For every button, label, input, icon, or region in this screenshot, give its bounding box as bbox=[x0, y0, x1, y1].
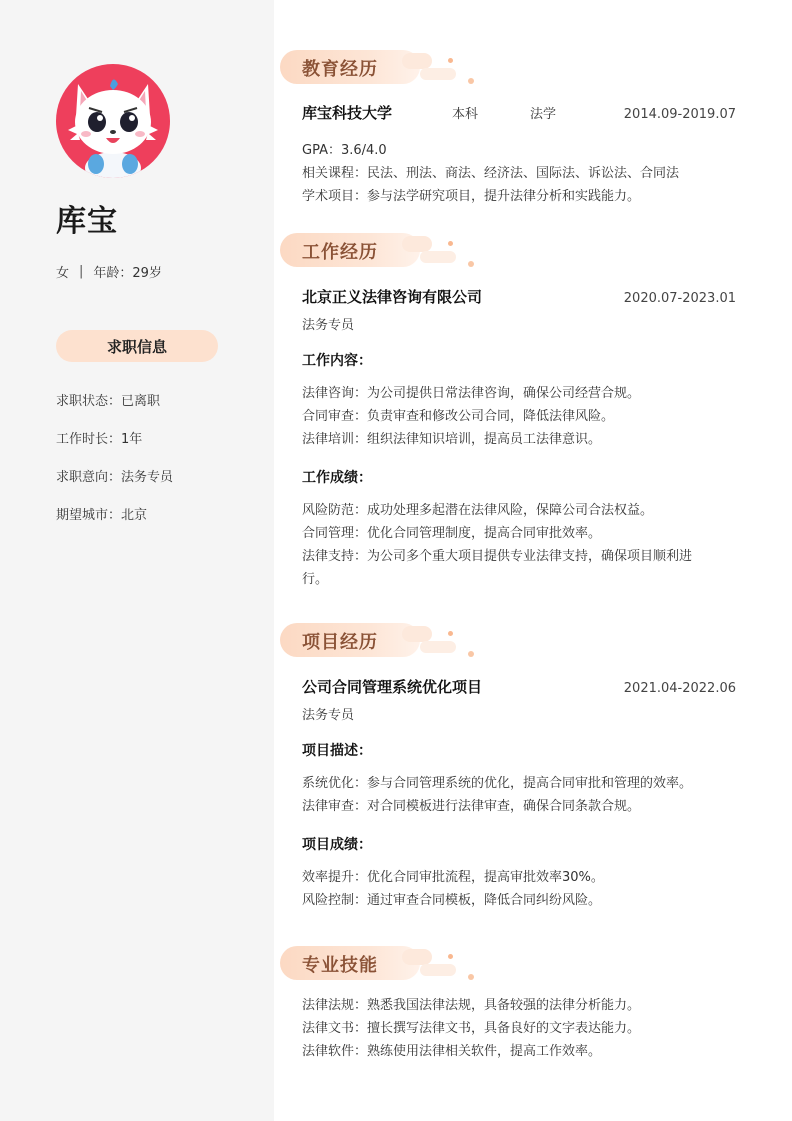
skill-item: 法律法规：熟悉我国法律法规，具备较强的法律分析能力。 bbox=[302, 998, 641, 1013]
work-date: 2020.07-2023.01 bbox=[623, 291, 736, 306]
project-desc-item: 法律审查：对合同模板进行法律审查，确保合同条款合规。 bbox=[302, 799, 641, 814]
education-date: 2014.09-2019.07 bbox=[623, 107, 736, 122]
work-achievement-heading: 工作成绩： bbox=[302, 470, 372, 486]
project-result-item: 效率提升：优化合同审批流程，提高审批效率30%。 bbox=[302, 870, 604, 885]
section-header-project bbox=[280, 623, 480, 657]
section-header-work bbox=[280, 233, 480, 267]
project-result-heading: 项目成绩： bbox=[302, 837, 372, 853]
school-name: 库宝科技大学 bbox=[302, 104, 393, 122]
job-target: 求职意向：法务专员 bbox=[56, 470, 174, 485]
work-duration: 工作时长：1年 bbox=[56, 432, 143, 447]
work-content-heading: 工作内容： bbox=[302, 353, 372, 369]
basic-info bbox=[56, 262, 162, 281]
work-achievement-item: 合同管理：优化合同管理制度，提高合同审批效率。 bbox=[302, 526, 602, 541]
section-title: 项目经历 bbox=[302, 632, 378, 653]
project-desc-item: 系统优化：参与合同管理系统的优化，提高合同审批和管理的效率。 bbox=[302, 776, 693, 791]
work-block bbox=[302, 286, 736, 591]
company-name: 北京正义法律咨询有限公司 bbox=[302, 288, 483, 306]
section-title: 工作经历 bbox=[302, 242, 378, 263]
section-title: 教育经历 bbox=[302, 59, 378, 80]
courses-line: 相关课程：民法、刑法、商法、经济法、国际法、诉讼法、合同法 bbox=[302, 166, 680, 181]
project-role: 法务专员 bbox=[302, 708, 355, 723]
skill-item: 法律软件：熟练使用法律相关软件，提高工作效率。 bbox=[302, 1044, 602, 1059]
avatar bbox=[56, 64, 170, 178]
gender: 女 bbox=[56, 266, 70, 281]
section-title: 专业技能 bbox=[302, 955, 378, 976]
cat-mascot-icon bbox=[56, 64, 170, 178]
work-role: 法务专员 bbox=[302, 318, 355, 333]
major: 法学 bbox=[530, 107, 557, 122]
age: 年龄：29岁 bbox=[93, 266, 162, 281]
job-intent-heading: 求职信息 bbox=[56, 330, 218, 362]
candidate-name: 库宝 bbox=[56, 204, 118, 239]
section-header-skills bbox=[280, 946, 480, 980]
project-name: 公司合同管理系统优化项目 bbox=[302, 678, 483, 696]
work-content-item: 法律培训：组织法律知识培训，提高员工法律意识。 bbox=[302, 432, 602, 447]
project-desc-heading: 项目描述： bbox=[302, 743, 372, 759]
job-status: 求职状态：已离职 bbox=[56, 394, 161, 409]
separator: | bbox=[79, 264, 84, 279]
section-header-education bbox=[280, 50, 480, 84]
education-block bbox=[302, 102, 736, 208]
gpa-line: GPA：3.6/4.0 bbox=[302, 143, 387, 158]
skill-item: 法律文书：擅长撰写法律文书，具备良好的文字表达能力。 bbox=[302, 1021, 641, 1036]
job-intent-list bbox=[56, 390, 173, 542]
project-date: 2021.04-2022.06 bbox=[623, 681, 736, 696]
research-line: 学术项目：参与法学研究项目，提升法律分析和实践能力。 bbox=[302, 189, 641, 204]
work-achievement-item: 风险防范：成功处理多起潜在法律风险，保障公司合法权益。 bbox=[302, 503, 654, 518]
work-content-item: 合同审查：负责审查和修改公司合同，降低法律风险。 bbox=[302, 409, 615, 424]
degree: 本科 bbox=[452, 107, 479, 122]
work-achievement-item: 法律支持：为公司多个重大项目提供专业法律支持，确保项目顺利进 bbox=[302, 549, 693, 564]
skills-block bbox=[302, 994, 736, 1063]
project-result-item: 风险控制：通过审查合同模板，降低合同纠纷风险。 bbox=[302, 893, 602, 908]
expected-city: 期望城市：北京 bbox=[56, 508, 148, 523]
work-achievement-item: 行。 bbox=[302, 572, 329, 587]
work-content-item: 法律咨询：为公司提供日常法律咨询，确保公司经营合规。 bbox=[302, 386, 641, 401]
project-block bbox=[302, 676, 736, 912]
